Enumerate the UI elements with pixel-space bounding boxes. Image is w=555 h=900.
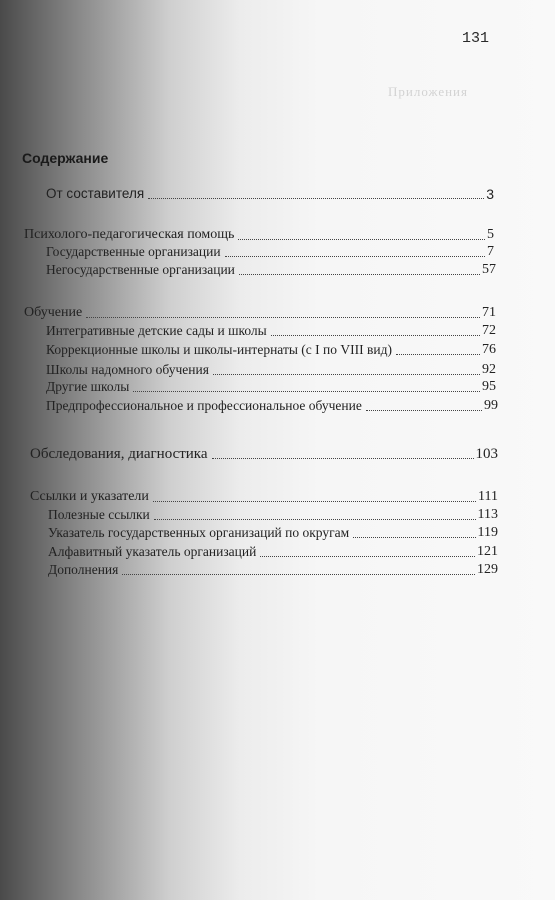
toc-entry-label: Негосударственные организации (46, 262, 235, 277)
faint-running-header: Приложения (388, 84, 468, 99)
toc-entry-page: 121 (477, 544, 498, 559)
toc-entry-label: Дополнения (48, 562, 119, 577)
toc-entry-additions[interactable] (48, 562, 498, 578)
toc-entry-useful-links[interactable] (48, 507, 498, 523)
toc-entry-label: Школы надомного обучения (46, 362, 209, 377)
toc-entry-label: Психолого-педагогическая помощь (24, 227, 235, 242)
toc-entry-page: 72 (482, 323, 496, 338)
toc-entry-page: 3 (486, 186, 494, 202)
toc-entry-psych-help[interactable] (24, 227, 494, 243)
toc-entry-page: 119 (477, 525, 498, 540)
dot-leader (86, 317, 480, 318)
toc-entry-label: Государственные организации (46, 244, 221, 259)
toc-entry-label: Интегративные детские сады и школы (46, 323, 267, 338)
toc-entry-home-schooling[interactable] (46, 362, 496, 378)
dot-leader (353, 537, 475, 538)
dot-leader (122, 574, 475, 575)
page-number: 131 (462, 30, 490, 47)
toc-entry-page: 129 (477, 562, 498, 577)
toc-entry-nonstate-orgs[interactable] (46, 262, 496, 278)
toc-entry-page: 92 (482, 362, 496, 377)
toc-entry-label: Полезные ссылки (48, 507, 150, 522)
dot-leader (271, 335, 480, 336)
toc-entry-page: 113 (477, 507, 498, 522)
toc-entry-page: 76 (482, 342, 496, 357)
toc-entry-page: 5 (487, 227, 494, 242)
dot-leader (366, 410, 482, 411)
toc-entry-page: 95 (482, 379, 496, 394)
toc-entry-label: Обучение (24, 305, 83, 320)
toc-entry-label: Коррекционные школы и школы-интернаты (с I по VIII вид) (46, 342, 392, 357)
dot-leader (212, 458, 474, 459)
toc-entry-label: Обследования, диагностика (30, 446, 208, 462)
toc-entry-label: Алфавитный указатель организаций (48, 544, 257, 559)
toc-entry-diagnostics[interactable] (30, 446, 498, 462)
toc-entry-correctional[interactable] (46, 342, 496, 358)
toc-entry-page: 99 (484, 398, 498, 413)
dot-leader (225, 256, 485, 257)
dot-leader (260, 556, 475, 557)
toc-entry-state-orgs[interactable] (46, 244, 494, 260)
toc-entry-page: 103 (475, 446, 498, 462)
toc-entry-from-compiler[interactable] (46, 186, 494, 202)
toc-entry-page: 7 (487, 244, 494, 259)
toc-entry-label: От составителя (46, 186, 145, 201)
dot-leader (133, 391, 480, 392)
toc-entry-label: Другие школы (46, 379, 130, 394)
dot-leader (238, 239, 485, 240)
toc-entry-label: Предпрофессиональное и профессиональное обучение (46, 398, 362, 413)
toc-entry-label: Ссылки и указатели (30, 489, 149, 504)
dot-leader (213, 374, 480, 375)
toc-entry-page: 57 (482, 262, 496, 277)
dot-leader (153, 501, 476, 502)
toc-entry-vocational[interactable] (46, 398, 498, 414)
dot-leader (148, 198, 484, 199)
toc-entry-page: 71 (482, 305, 496, 320)
toc-entry-links-indexes[interactable] (30, 489, 498, 505)
toc-title: Содержание (22, 150, 109, 166)
toc-entry-education[interactable] (24, 305, 496, 321)
dot-leader (154, 519, 476, 520)
dot-leader (239, 274, 480, 275)
toc-entry-other-schools[interactable] (46, 379, 496, 395)
toc-entry-integrative[interactable] (46, 323, 496, 339)
toc-entry-alphabetical-index[interactable] (48, 544, 498, 560)
dot-leader (396, 354, 480, 355)
toc-entry-page: 111 (478, 489, 498, 504)
toc-entry-district-index[interactable] (48, 525, 498, 541)
toc-entry-label: Указатель государственных организаций по округам (48, 525, 350, 540)
